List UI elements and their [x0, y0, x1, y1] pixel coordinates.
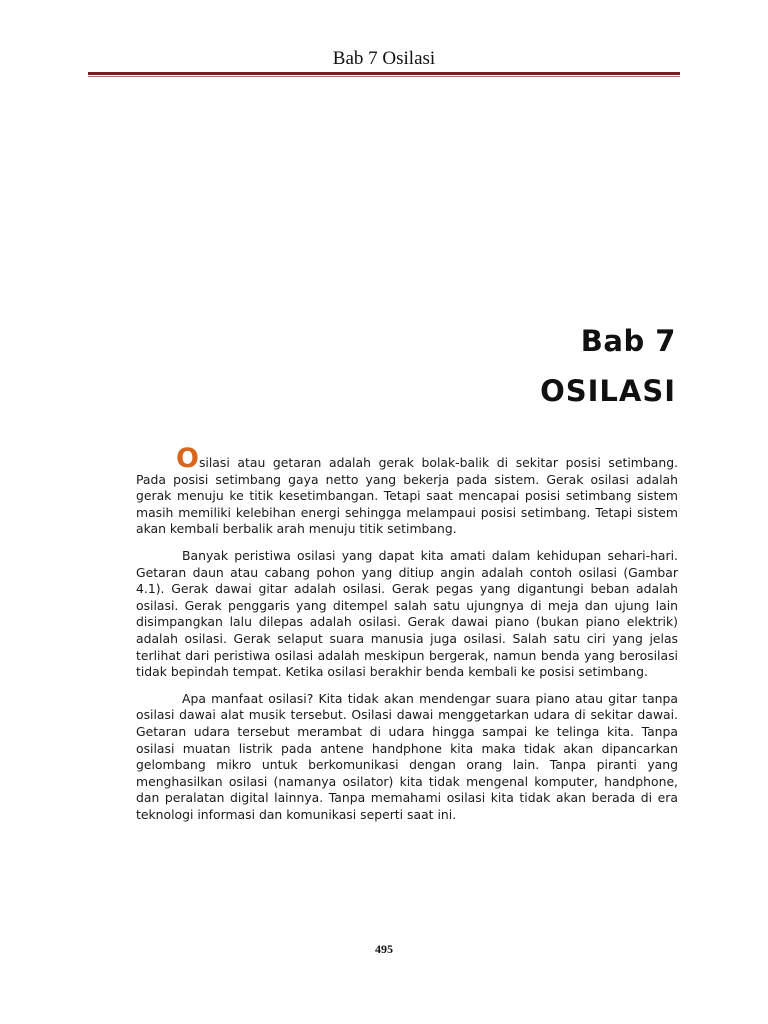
header-rule-thin: [88, 76, 680, 77]
drop-cap: O: [176, 443, 199, 474]
paragraph-3: Apa manfaat osilasi? Kita tidak akan mendengar suara piano atau gitar tanpa osilasi dawai alat musik tersebut. Osilasi dawai menggetarkan udara di sekitar dawai. Getaran udara tersebut merambat di udara hingga sampai ke telinga kita. Tanpa osilasi muatan listrik pada antene handphone kita maka tidak akan dipancarkan gelombang mikro untuk berkomunikasi dengan orang lain. Tanpa piranti yang menghasilkan osilasi (namanya osilator) kita tidak mengenal komputer, handphone, dan peralatan digital lainnya. Tanpa memahami osilasi kita tidak akan berada di era teknologi informasi dan komunikasi seperti saat ini.: [136, 690, 678, 822]
paragraph-1: [136, 443, 678, 538]
running-header-title: Bab 7 Osilasi: [332, 48, 436, 69]
paragraph-2: Banyak peristiwa osilasi yang dapat kita amati dalam kehidupan sehari-hari. Getaran daun atau cabang pohon yang ditiup angin adalah contoh osilasi (Gambar 4.1). Gerak dawai gitar adalah osilasi. Gerak pegas yang digantungi beban adalah osilasi. Gerak penggaris yang ditempel salah satu ujungnya di meja dan ujung lain disimpangkan lalu dilepas adalah osilasi. Gerak dawai piano (bukan piano elektrik) adalah osilasi. Gerak selaput suara manusia juga osilasi. Salah satu ciri yang jelas terlihat dari peristiwa osilasi adalah meskipun bergerak, namun benda yang berosilasi tidak bepindah tempat. Ketika osilasi berakhir benda kembali ke posisi setimbang.: [136, 547, 678, 680]
chapter-number: Bab 7: [580, 324, 676, 358]
page-number: 495: [375, 942, 393, 956]
body-text: [136, 443, 678, 833]
header-rule: [88, 72, 680, 75]
paragraph-1-text: silasi atau getaran adalah gerak bolak-balik di sekitar posisi setimbang. Pada posisi setimbang gaya netto yang bekerja pada sistem. Gerak osilasi adalah gerak menuju ke titik kesetimbangan. Tetapi saat mencapai posisi setimbang sistem masih memiliki kelebihan energi sehingga melampaui posisi setimbang. Tetapi sistem akan kembali berbalik arah menuju titik setimbang.: [136, 455, 678, 537]
chapter-title: OSILASI: [540, 374, 676, 408]
